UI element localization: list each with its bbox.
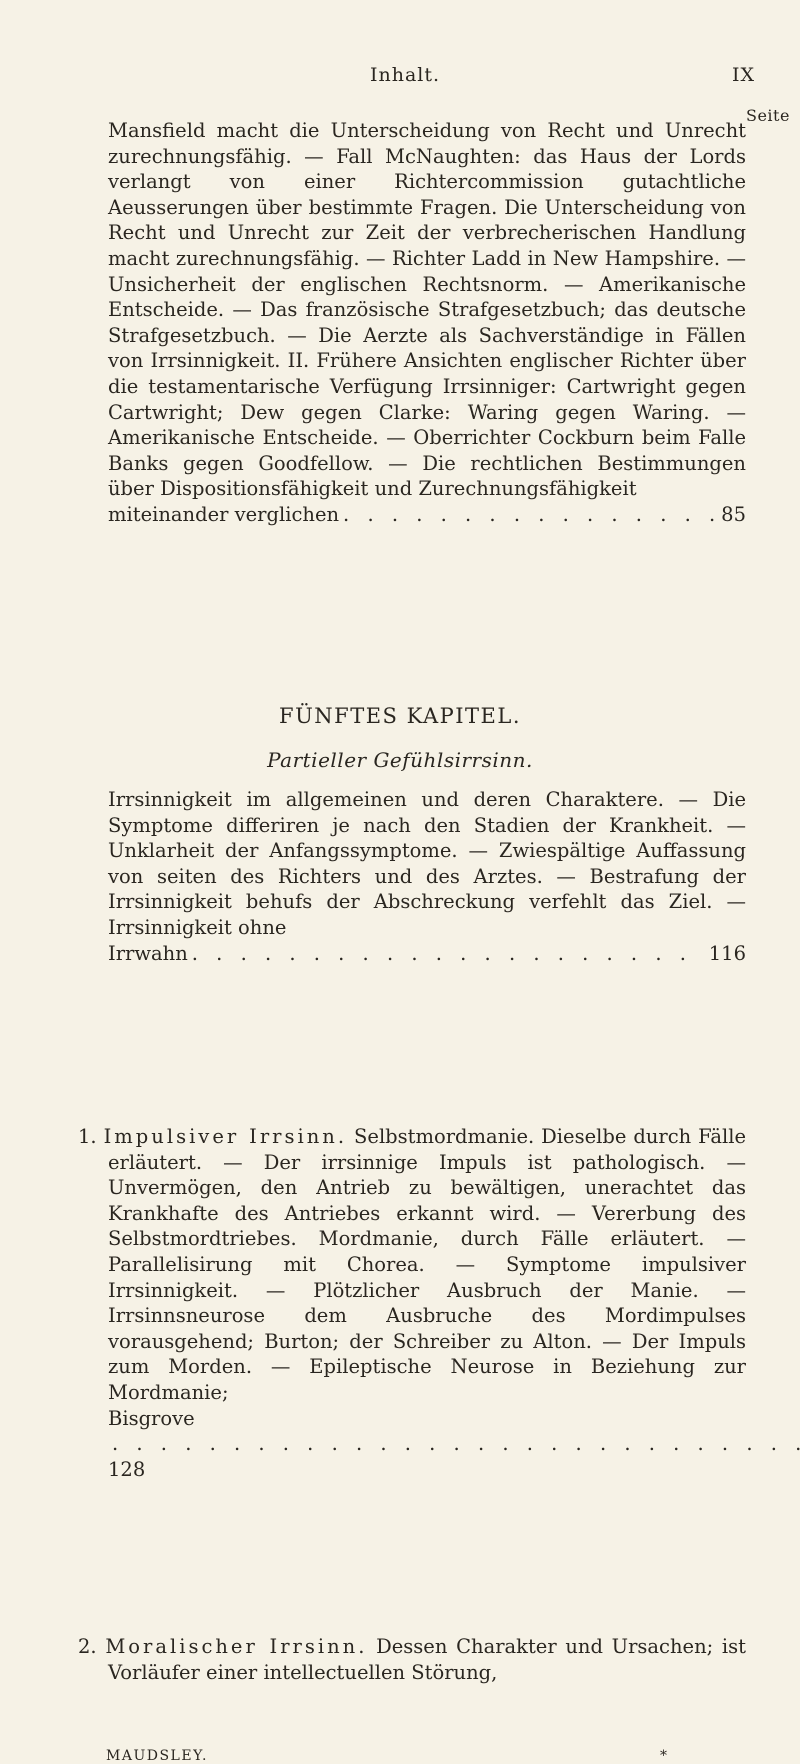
running-page-number: IX <box>732 64 756 86</box>
page-column-label: Seite <box>746 106 790 125</box>
signature-mark: MAUDSLEY. <box>106 1748 208 1764</box>
section-last-line-text: Bisgrove <box>108 1406 195 1430</box>
signature-asterisk: * <box>660 1748 667 1764</box>
toc-entry-last-line-text: miteinander verglichen <box>108 502 340 526</box>
chapter-intro-last-line <box>108 941 746 967</box>
section-number: 2. <box>78 1635 97 1658</box>
toc-page-number: 85 <box>721 502 746 526</box>
toc-entry-chapter-intro <box>108 787 746 966</box>
dot-leader <box>192 941 705 967</box>
section-text: Selbstmordmanie. Dieselbe durch Fälle erläutert. — Der irrsinnige Impuls ist pathologisch. — Unvermögen, den Antrieb zu bewältigen, unerachtet das Krankhafte des Antriebes erkannt wird. — Vererbung des Selbstmordtriebes. Mordmanie, durch Fälle erläutert. — Parallelisirung mit Chorea. — Symptome impulsiver Irrsinnigkeit. — Plötzlicher Ausbruch der Manie. — Irrsinnsneurose dem Ausbruche des Mordimpulses vorausgehend; Burton; der Schreiber zu Alton. — Der Impuls zum Morden. — Epileptische Neurose in Beziehung zur Mordmanie; <box>108 1125 747 1404</box>
chapter-intro-last-line-text: Irrwahn <box>108 941 188 965</box>
toc-entry <box>108 118 746 528</box>
section-number: 1. <box>78 1125 97 1148</box>
dot-leader <box>112 1432 800 1455</box>
section-last-line <box>78 1406 746 1483</box>
toc-page-number: 128 <box>108 1457 146 1481</box>
toc-section-impulsive <box>78 1124 746 1482</box>
toc-entry-text: Mansfield macht die Unterscheidung von Recht und Unrecht zurechnungsfähig. — Fall McNaughten: das Haus der Lords verlangt von einer Richtercommission gutachtliche Aeusserungen über bestimmte Fragen. Die Unterscheidung von Recht und Unrecht zur Zeit der verbrecherischen Handlung macht zurechnungsfähig. — Richter Ladd in New Hampshire. — Unsicherheit der englischen Rechtsnorm. — Amerikanische Entscheide. — Das französische Strafgesetzbuch; das deutsche Strafgesetzbuch. — Die Aerzte als Sachverständige in Fällen von Irrsinnigkeit. II. Frühere Ansichten englischer Richter über die testamentarische Verfügung Irrsinniger: Cartwright gegen Cartwright; Dew gegen Clarke: Waring gegen Waring. — Amerikanische Entscheide. — Oberrichter Cockburn beim Falle Banks gegen Goodfellow. — Die rechtlichen Bestimmungen über Dispositionsfähigkeit und Zurechnungsfähigkeit <box>108 119 746 501</box>
toc-entry-last-line <box>108 502 746 528</box>
chapter-intro-text: Irrsinnigkeit im allgemeinen und deren Charaktere. — Die Symptome differiren je nach den Stadien der Krankheit. — Unklarheit der Anfangssymptome. — Zwiespältige Auffassung von seiten des Richters und des Arztes. — Bestrafung der Irrsinnigkeit behufs der Abschreckung verfehlt das Ziel. — Irrsinnigkeit ohne <box>108 788 746 939</box>
section-text: Dessen Charakter und Ursachen; ist Vorläufer einer intellectuellen Störung, <box>108 1635 746 1684</box>
chapter-subtitle: Partieller Gefühlsirrsinn. <box>267 748 533 772</box>
toc-section-moral <box>78 1634 746 1685</box>
toc-page-number: 116 <box>708 941 746 965</box>
section-title: Moralischer Irrsinn. <box>105 1635 368 1658</box>
running-title: Inhalt. <box>370 64 441 86</box>
dot-leader <box>343 502 717 528</box>
section-title: Impulsiver Irrsinn. <box>103 1125 348 1148</box>
chapter-heading: FÜNFTES KAPITEL. <box>279 704 521 728</box>
